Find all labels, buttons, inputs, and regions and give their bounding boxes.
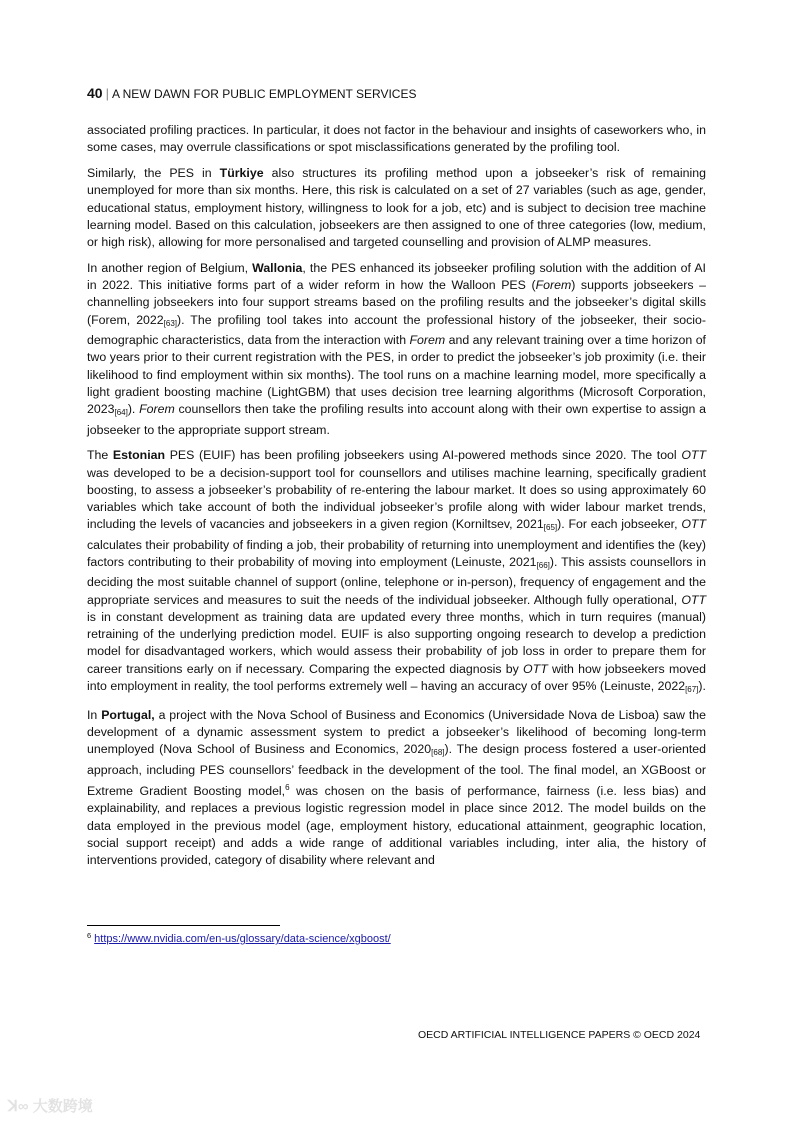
citation-ref: [66]	[536, 561, 550, 570]
header-separator: |	[105, 86, 109, 101]
text-run: Similarly, the PES in	[87, 165, 220, 180]
text-run: was developed to be a decision-support tool for counsellors and utilises machine learning, specifically gradient boosting, to assess a jobseeker’s probability of re-entering the labour market. It does so using approximately 60 variables which take account of both the individual jobseeker’s profile along with wider labour market trends, including the levels of vacancies and jobseekers in a given region (Korniltsev, 2021	[87, 465, 706, 532]
emphasis-italic: OTT	[681, 592, 706, 607]
citation-ref: [64]	[114, 408, 128, 418]
emphasis-italic: OTT	[681, 517, 706, 532]
emphasis-bold: Türkiye	[219, 165, 264, 180]
citation-ref: [65]	[543, 523, 558, 533]
text-run: is in constant development as training data are updated every three months, which in turn requires (manual) retraining of the underlying prediction model. EUIF is also supporting ongoing research to develop a prediction model for disadvantaged workers, which would assess their probability of job loss in order to prepare them for career transitions early on if necessary. Comparing the expected diagnosis by	[87, 609, 706, 676]
page-number: 40	[87, 85, 103, 101]
footnote-ref: 6	[285, 782, 290, 792]
citation-ref: [68]	[431, 748, 445, 758]
text-run: PES (EUIF) has been profiling jobseekers using AI-powered methods since 2020. The tool	[165, 448, 682, 463]
running-title: A NEW DAWN FOR PUBLIC EMPLOYMENT SERVICES	[111, 87, 417, 101]
paragraph-turkiye	[87, 165, 706, 251]
text-run: ). This assists counsellors in deciding the most suitable channel of support (online, telephone or in-person), frequency of engagement and the appropriate services and measures to suit the needs of the individual jobseeker. Although fully operational,	[87, 555, 707, 607]
emphasis-italic: OTT	[523, 661, 548, 676]
emphasis-bold: Wallonia	[252, 260, 303, 275]
footnote-mark: 6	[87, 931, 92, 940]
emphasis-italic: OTT	[681, 448, 706, 463]
text-run: and any relevant training over a time horizon of two years prior to their current registration with the PES, in order to predict the jobseeker’s job proximity (i.e. their likelihood to find employment within six months). The tool runs on a machine learning model, more specifically a light gradient boosting machine (LightGBM) that uses decision tree learning algorithms (Microsoft Corporation, 2023	[87, 333, 706, 417]
text-run: , the PES enhanced its jobseeker profiling solution with the addition of AI in 2022. This initiative forms part of a wider reform in how the Walloon PES (	[87, 260, 706, 293]
paragraph-estonia	[87, 447, 706, 698]
watermark-logo: ꓘ∞ 大数跨境	[8, 1098, 93, 1115]
footnote-link[interactable]: https://www.nvidia.com/en-us/glossary/data-science/xgboost/	[94, 933, 391, 945]
footnote-divider	[87, 925, 280, 926]
text-run: The	[87, 448, 113, 463]
text-run: ).	[698, 679, 706, 694]
text-run: associated profiling practices. In particular, it does not factor in the behaviour and insights of caseworkers who, in some cases, may overrule classifications or spot misclassifications generated by the profiling tool.	[87, 123, 706, 155]
text-run: counsellors then take the profiling results into account along with their own expertise to assign a jobseeker to the appropriate support stream.	[87, 402, 706, 437]
citation-ref: [67]	[685, 685, 699, 695]
emphasis-italic: Forem	[409, 333, 446, 348]
text-run: In another region of Belgium,	[87, 260, 253, 275]
page-footer: OECD ARTIFICIAL INTELLIGENCE PAPERS © OECD 2024	[418, 1029, 701, 1041]
paragraph-wallonia	[87, 260, 706, 439]
text-run: ). The design process fostered a user-oriented approach, including PES counsellors’ feedback in the development of the tool. The final model, an XGBoost or Extreme Gradient Boosting model,	[87, 742, 706, 798]
emphasis-italic: Forem	[139, 402, 175, 417]
paragraph-portugal	[87, 707, 706, 870]
text-run: ).	[127, 402, 140, 417]
emphasis-italic: Forem	[535, 278, 572, 293]
text-run: with how jobseekers moved into employment in reality, the tool performs extremely well – having an accuracy of over 95% (Leinuste, 2022	[87, 661, 706, 694]
text-run: ) supports jobseekers – channelling jobseekers into four support streams based on the profiling results and the jobseeker’s digital skills (Forem, 2022	[87, 278, 706, 327]
text-run: was chosen on the basis of performance, fairness (i.e. less bias) and explainability, and replaces a previous logistic regression model in place since 2012. The model builds on the data employed in the previous model (age, employment history, educational attainment, geographic location, social support receipt) and adds a wide range of additional variables including, inter alia, the history of interventions provided, category of disability where relevant and	[87, 783, 706, 868]
emphasis-bold: Estonian	[112, 448, 166, 463]
running-header	[87, 85, 416, 101]
paragraph-profiling-practices	[87, 122, 706, 157]
emphasis-bold: Portugal,	[101, 707, 155, 722]
text-run: In	[87, 707, 102, 722]
citation-ref: [63]	[163, 318, 177, 328]
footnote	[87, 931, 391, 945]
body-text	[87, 122, 706, 878]
text-run: also structures its profiling method upon a jobseeker’s risk of remaining unemployed for more than six months. Here, this risk is calculated on a set of 27 variables (such as age, gender, educational status, employment history, willingness to look for a job, etc) and is subject to decision tree machine learning model. Based on this calculation, jobseekers are then assigned to one of three categories (low, medium, or high risk), allowing for more personalised and targeted counselling and provision of ALMP measures.	[87, 165, 706, 250]
text-run: calculates their probability of finding a job, their probability of returning into unemployment and identifies the (key) factors contributing to their probability of moving into employment (Leinuste, 2021	[87, 537, 706, 569]
text-run: ). For each jobseeker,	[557, 517, 682, 532]
text-run: ). The profiling tool takes into account the professional history of the jobseeker, their socio-demographic characteristics, data from the interaction with	[87, 312, 706, 348]
text-run: a project with the Nova School of Business and Economics (Universidade Nova de Lisboa) saw the development of a dynamic assessment system to predict a jobseeker’s likelihood of becoming long-term unemployed (Nova School of Business and Economics, 2020	[87, 707, 706, 757]
